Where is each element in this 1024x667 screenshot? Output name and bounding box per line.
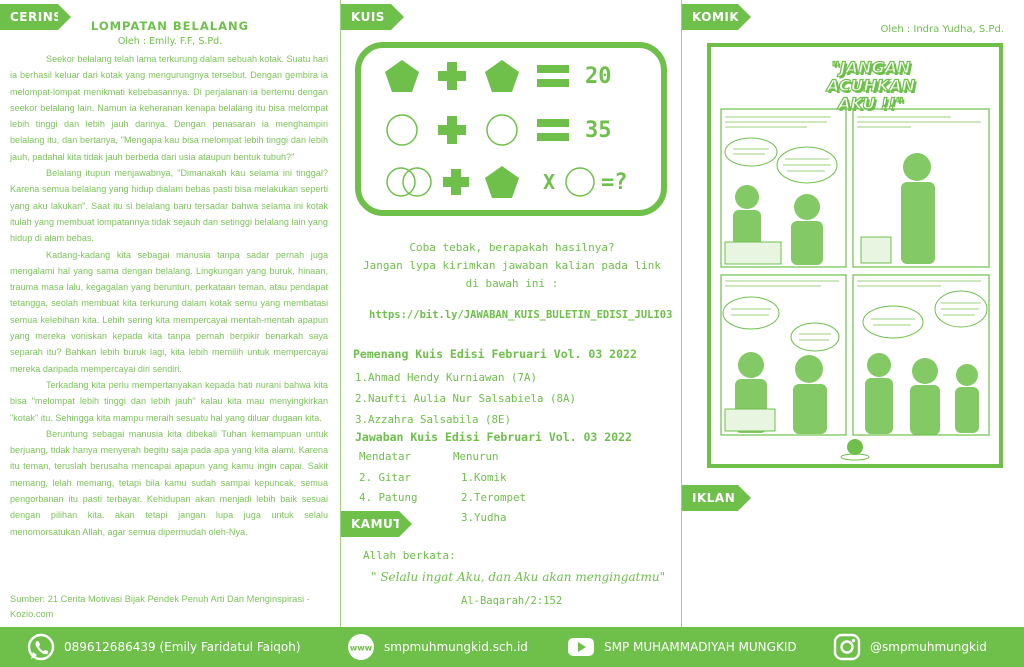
puzzle-row-2 [383,112,612,148]
article-source: Sumber: 21 Cerita Motivasi Bijak Pendek Penuh Arti Dan Menginspirasi - Kozio.com [10,594,310,619]
whatsapp-icon [26,632,56,662]
article-paragraph: Terkadang kita perlu mempertanyakan kepada hati nurani bahwa kita bisa "melompat lebih tinggi dan lebih jauh" kalau kita mau menyingkirkan "kotak" itu. Sehingga kita mampu meraih sesuatu hal yang diluar dugaan kita. [10,379,328,423]
kamut-quote: " Selalu ingat Aku, dan Aku akan mengingatmu" [371,570,666,584]
kamut-tag: KAMUT [341,511,399,537]
iklan-tag: IKLAN [682,485,738,511]
footer-bar [0,627,1024,667]
article-paragraph: Beruntung sebagai manusia kita dibekali Tuhan kemampuan untuk berjuang, tidak hanya menyerah begitu saja pada apa yang kita alami. Karena itu teman, teruslah berusaha mencapai apapun yang kamu ingin capai. Sakit memang, lelah memang, tetapi bila kamu sudah sampai kepuncak, semua pengorbanan itu pasti terbayar. Kehidupan akan menjadi lebih baik sesuai dengan pilihan kita. akan tetapi jangan lupa juga untuk selalu menomorsatukan Allah, agar semua dipermudah oleh-Nya. [10,428,328,537]
article-title: LOMPATAN BELALANG [90,19,250,33]
instagram-icon [832,632,862,662]
circle-icon [483,112,521,148]
list-item: 2. Gitar [359,471,412,484]
footer-youtube-text: SMP MUHAMMADIYAH MUNGKID [604,640,797,654]
footer-website-text: smpmuhmungkid.sch.id [384,640,528,654]
komik-column [682,0,1024,627]
answers-down [453,447,526,528]
komik-author: Oleh : Indra Yudha, S.Pd. [880,24,1004,35]
globe-icon [346,632,376,662]
puzzle-result-3: =? [601,169,628,195]
youtube-icon [566,632,596,662]
list-item: 3.Yudha [461,511,507,524]
list-item: 2.Naufti Aulia Nur Salsabiela (8A) [355,392,577,405]
puzzle-result-2: 35 [585,117,612,143]
puzzle-result-1: 20 [585,63,612,89]
footer-website[interactable] [346,627,528,667]
comic-illustration [711,47,999,464]
answers-across [359,447,418,508]
cerins-column [0,0,340,627]
pentagon-icon [483,58,521,94]
comic-title-line: ACUHKAN AKU !!" [826,76,916,113]
quiz-prompt: Coba tebak, berapakah hasilnya? [409,241,615,254]
footer-instagram-text: @smpmuhmungkid [870,640,987,654]
quiz-puzzle-box [355,42,667,216]
circle-icon [383,112,421,148]
footer-whatsapp[interactable] [26,627,301,667]
list-item: 1.Komik [461,471,507,484]
quiz-prompt: di bawah ini : [465,277,559,290]
article-author: Oleh : Emily. F.F, S.Pd. [117,36,223,47]
plus-icon [441,167,471,197]
winners-list [355,367,576,430]
double-circle-icon [383,164,435,200]
winners-title: Pemenang Kuis Edisi Februari Vol. 03 2022 [353,347,637,361]
plus-icon [435,113,469,147]
quiz-prompt: Jangan lypa kirimkan jawaban kalian pada link [362,259,661,272]
list-item: 3.Azzahra Salsabila (8E) [355,413,512,426]
cerins-tag: CERINS [0,4,58,30]
footer-whatsapp-text: 089612686439 (Emily Faridatul Faiqoh) [64,640,301,654]
plus-icon [435,59,469,93]
footer-youtube[interactable] [566,627,797,667]
comic-strip [707,43,1003,468]
kamut-reference: Al-Baqarah/2:152 [461,595,563,607]
down-label: Menurun [453,450,499,463]
pentagon-icon [383,58,421,94]
equals-icon [535,115,571,145]
list-item: 2.Terompet [461,491,527,504]
footer-instagram[interactable] [832,627,987,667]
kuis-column [340,0,682,627]
comic-title-line: "JANGAN [831,58,911,77]
kuis-tag: KUIS [341,4,391,30]
article-paragraph: Belalang itupun menjawabnya, "Dimanakah kau selama ini tinggal? Karena semua belalang yang hidup dialam bebas pasti bisa melakukan seperti yang aku lakukan". Saat itu si belalang baru tersadar bahwa selama ini kotak itulah yang membuat lompatannya tidak sejauh dan setinggi belalang lain yang hidup di alam bebas. [10,168,328,244]
puzzle-row-1 [383,58,612,94]
puzzle-row-3 [383,164,628,200]
circle-icon [563,164,597,200]
article-paragraph: Seekor belalang telah lama terkurung dalam sebuah kotak. Suatu hari ia berhasil keluar dari kotak yang mengurungnya tersebut. Dengan gembira ia melompat-lompat menikmati kebebasannya. Di perjalanan ia bertemu dengan seekor belalang lain. Namun ia keheranan kenapa belalang itu bisa melompat lebih tinggi dan lebih jauh darinya. Dengan penasaran ia menghampiri belalang itu, dan bertanya, "Mengapa kau bisa melompat lebih tinggi dan lebih jauh, padahal kita tidak jauh berbeda dari usia ataupun bentuk tubuh?" [10,54,328,162]
article-paragraph: Kadang-kadang kita sebagai manusia tanpa sadar pernah juga mengalami hal yang sama dengan belalang. Lingkungan yang buruk, hinaan, trauma masa lalu, kegagalan yang beruntun, perkataan teman, atau pendapat tetangga, seolah membuat kita terkurung dalam kotak semu yang membatasi semua kelebihan kita. Lebih sering kita mempercayai mentah-mentah apapun yang mereka voniskan kepada kita tanpa pernah berpikir benarkah saya separah itu? Bahkan lebih buruk lagi, kita lebih memilih untuk mempercayai mereka daripada mempercayai diri sendiri. [10,249,328,374]
equals-icon [535,61,571,91]
across-label: Mendatar [359,450,412,463]
times-sign: X [543,170,556,194]
kamut-intro: Allah berkata: [363,549,456,562]
answers-title: Jawaban Kuis Edisi Februari Vol. 03 2022 [355,430,632,444]
komik-tag: KOMIK [682,4,738,30]
article-body [10,51,328,540]
list-item: 4. Patung [359,491,418,504]
list-item: 1.Ahmad Hendy Kurniawan (7A) [355,371,538,384]
svg-text:www: www [349,643,373,653]
pentagon-icon [483,164,521,200]
answer-link[interactable]: https://bit.ly/JAWABAN_KUIS_BULETIN_EDISI_JULI03 [369,309,673,321]
